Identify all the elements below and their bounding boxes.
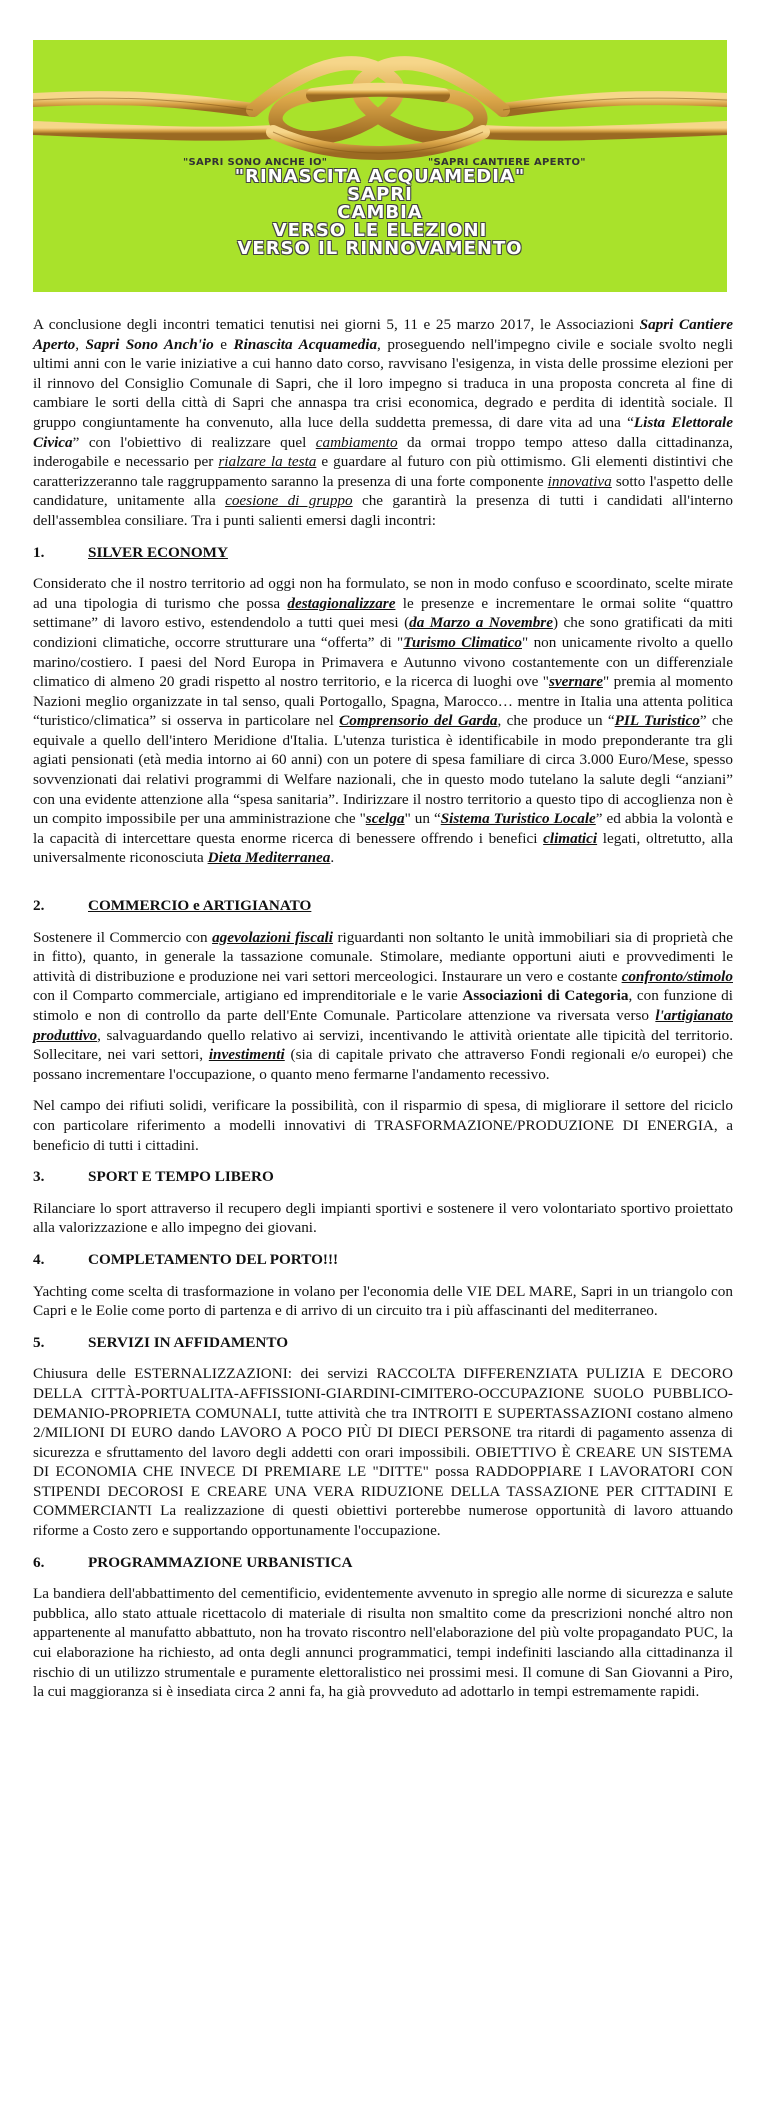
document-body <box>33 315 733 1714</box>
section-paragraph: Rilanciare lo sport attraverso il recupero degli impianti sportivi e sostenere il vero volontariato sportivo proiettato alla valorizzazione e allo impegno dei giovani. <box>33 1199 733 1237</box>
banner-line: VERSO LE ELEZIONI <box>272 220 488 241</box>
section-paragraph: La bandiera dell'abbattimento del cementificio, evidentemente avvenuto in spregio alle norme di sicurezza e salute pubblica, allo stato attuale ricettacolo di materiale di risulta non smaltito come da prescrizioni nonché altro non appartenente al manufatto abbattuto, non ha trovato riscontro nell'elaborazione del più volte propagandato PUC, la cui elaborazione ha richiesto, ad onta degli annunci programmatici, tempi indefiniti lasciando alla cittadinanza il rischio di un utilizzo strumentale e puramente elettoralistico nei prossimi mesi. Il comune di San Giovanni a Piro, la cui maggioranza si è insediata circa 2 anni fa, ha già provveduto ad adottarlo in tempi estremamente rapidi. <box>33 1585 733 1701</box>
banner-line: CAMBIA <box>337 202 423 223</box>
emphasis: agevolazioni fiscali <box>212 928 333 946</box>
text: le presenze e incrementare le ormai solite “quattro settimane” di lavoro estivo, estendendolo a tutti quei mesi ( <box>33 594 733 632</box>
text: , con funzione di stimolo e non di controllo da parte dell'Ente Comunale. Particolare attenzione va riversata verso <box>33 987 733 1024</box>
text: , che produce un “ <box>497 712 615 730</box>
section-heading <box>33 896 733 916</box>
section-paragraph <box>33 928 733 1085</box>
text: , proseguendo nell'impegno civile e sociale svolto negli ultimi anni con le varie iniziative a cui hanno dato corso, ravvisano l'esigenza, in vista delle prossime elezioni per il rinnovo del Consiglio Comunale di Sapri, che il loro impegno si traduca in una proposta concreta al fine di cambiare le sorti della città di Sapri che annaspa tra crisi economica, degrado e perdita di identità sociale. Il gruppo congiuntamente ha convenuto, alla luce della suddetta premessa, di dare vita ad una “ <box>33 335 734 431</box>
emphasis: Turismo Climatico <box>403 633 522 651</box>
text: ” che equivale a quello dell'intero Meridione d'Italia. L'utenza turistica è identificabile in modo preponderante tra gli agiati pensionati (età media intorno ai 60 anni) con un potere di spesa familiare di circa 3.000 Euro/Mese, spesso sovvenzionati dai relativi programmi di Welfare nazionali, che in questo modo tutelano la salute degli “anziani” con una evidente attenzione alla “spesa sanitaria”. Indirizzare il nostro territorio a questo tipo di accoglienza non è un compito impossibile per una amministrazione che " <box>33 712 734 828</box>
emphasis: innovativa <box>547 472 612 490</box>
emphasis: cambiamento <box>315 433 398 451</box>
text: " un “ <box>404 810 441 828</box>
section-paragraph: Nel campo dei rifiuti solidi, verificare la possibilità, con il risparmio di spesa, di migliorare il settore del riciclo con particolare riferimento a modelli innovativi di TRASFORMAZIONE/PRODUZIONE DI ENERGIA, a beneficio di tutti i cittadini. <box>33 1097 733 1154</box>
text: ” con l'obiettivo di realizzare quel <box>72 433 316 451</box>
section-paragraph <box>33 574 733 868</box>
text: con il Comparto commerciale, artigiano ed imprenditoriale e le varie <box>33 987 463 1005</box>
section-number: 3. <box>33 1168 45 1186</box>
emphasis: scelga <box>365 810 405 828</box>
text: " non unicamente rivolto a quello marino/costiero. I paesi del Nord Europa in Primavera e Autunno vivono costantemente con un differenziale climatico di almeno 20 gradi rispetto al nostro territorio, e la ricerca di luoghi ove " <box>33 633 733 691</box>
emphasis: Dieta Mediterranea <box>207 849 331 867</box>
section-number: 5. <box>33 1333 45 1351</box>
section-number: 1. <box>33 543 45 561</box>
text: legati, oltretutto, alla universalmente riconosciuta <box>33 829 733 867</box>
emphasis: investimenti <box>208 1046 285 1064</box>
text: ) che sono gratificati da miti condizioni climatiche, occorre strutturare una “offerta” di " <box>33 614 733 651</box>
emphasis: PIL Turistico <box>614 712 700 730</box>
text: " premia al momento Nazioni meglio organizzate in tal senso, quali Portogallo, Spagna, Marocco… mentre in Italia una attenta politica “turistico/climatica” si osserva in particolare nel <box>33 673 733 730</box>
section-title: SERVIZI IN AFFIDAMENTO <box>88 1333 289 1351</box>
association-name: Rinascita Acquamedia <box>233 335 378 353</box>
emphasis: Lista Elettorale Civica <box>33 413 734 451</box>
text: riguardanti non soltanto le unità immobiliari sia di proprietà che in fitto), quanto, in generale la tassazione comunale. Stimolare, mediante opportuni aiuti e provvedimenti le attività di distribuzione e produzione nei vari settori merceologici. Instaurare un vero e costante <box>33 928 733 985</box>
banner-tag-right: "SAPRI CANTIERE APERTO" <box>428 157 586 168</box>
text: e guardare al futuro con più ottimismo. Gli elementi distintivi che caratterizzeranno tale raggruppamento saranno la presenza di una forte componente <box>33 453 733 490</box>
text: Sostenere il Commercio con <box>33 928 213 946</box>
emphasis: coesione di gruppo <box>225 492 353 510</box>
text: Considerato che il nostro territorio ad oggi non ha formulato, se non in modo confuso e scoordinato, scelte mirate ad una tipologia di turismo che possa <box>33 575 733 612</box>
emphasis: Associazioni di Categoria <box>462 987 629 1005</box>
section-heading <box>33 1167 733 1187</box>
section-number: 4. <box>33 1250 45 1268</box>
association-name: Sapri Sono Anch'io <box>85 335 214 353</box>
section-title: SILVER ECONOMY <box>88 543 228 561</box>
section-paragraph: Chiusura delle ESTERNALIZZAZIONI: dei servizi RACCOLTA DIFFERENZIATA PULIZIA E DECORO DELLA CITTÀ-PORTUALITA-AFFISSIONI-GIARDINI-CIMITERO-OCCUPAZIONE SUOLO PUBBLICO-DEMANIO-PROPRIETA COMUNALI, tutte attività che tra INTROITI E SUPERTASSAZIONI costano almeno 2/MILIONI DI EURO dando LAVORO A POCO PIÙ DI DIECI PERSONE tra ritardi di pagamento assenza di sicurezza e sfruttamento del lavoro degli addetti con orari impossibili. OBIETTIVO È CREARE UN SISTEMA DI ECONOMIA CHE INVECE DI PREMIARE LE "DITTE" possa RADDOPPIARE I LAVORATORI CON STIPENDI DECOROSI E CREARE UNA VERA RIDUZIONE DELLA TASSAZIONE PER CITTADINI E COMMERCIANTI La realizzazione di questi obiettivi porterebbe numerose opportunità di lavoro attuando riforme a Costo zero e supportando opportunamente l'occupazione. <box>33 1365 733 1540</box>
association-name: Sapri Cantiere Aperto <box>33 316 733 353</box>
text: da ormai troppo tempo atteso dalla cittadinanza, inderogabile e necessario per <box>33 433 733 471</box>
section-number: 6. <box>33 1553 45 1571</box>
intro-paragraph <box>33 315 733 531</box>
banner-line: "RINASCITA ACQUAMEDIA" <box>234 166 526 187</box>
banner-line: SAPRI <box>347 184 413 205</box>
emphasis: svernare <box>548 673 603 691</box>
text: ” ed abbia la volontà e la capacità di intercettare questa enorme ricerca di benessere offrendo i benefici <box>33 810 733 847</box>
section-title: COMMERCIO e ARTIGIANATO <box>88 897 312 915</box>
text: sotto l'aspetto delle candidature, unitamente alla <box>33 472 734 510</box>
banner-tag-left: "SAPRI SONO ANCHE IO" <box>183 157 328 168</box>
banner-line: VERSO IL RINNOVAMENTO <box>237 238 523 259</box>
text: . <box>330 849 335 867</box>
section-heading <box>33 1250 733 1270</box>
emphasis: l'artigianato produttivo <box>33 1007 733 1044</box>
emphasis: rialzare la testa <box>218 453 317 471</box>
section-heading <box>33 543 733 563</box>
section-title: COMPLETAMENTO DEL PORTO!!! <box>88 1250 339 1268</box>
text: e <box>213 335 234 353</box>
section-number: 2. <box>33 897 45 915</box>
emphasis: Comprensorio del Garda <box>339 712 498 730</box>
text: che garantirà la presenza di tutti i candidati all'interno dell'assemblea consiliare. Tra i punti salienti emersi dagli incontri: <box>33 492 734 529</box>
section-title: PROGRAMMAZIONE URBANISTICA <box>88 1553 353 1571</box>
emphasis: destagionalizzare <box>287 594 396 612</box>
text: , salvaguardando quello relativo ai servizi, incentivando le attività orientate alle tipicità del territorio. Sollecitare, nei vari settori, <box>33 1026 733 1064</box>
section-title: SPORT E TEMPO LIBERO <box>88 1168 274 1186</box>
emphasis: Sistema Turistico Locale <box>440 810 596 828</box>
text: (sia di capitale privato che attraverso Fondi regionali e/o europei) che possano incrementare l'occupazione, o quanto meno fermarne l'andamento recessivo. <box>33 1046 733 1083</box>
text: , <box>75 335 86 353</box>
emphasis: da Marzo a Novembre <box>409 614 553 632</box>
section-paragraph: Yachting come scelta di trasformazione in volano per l'economia delle VIE DEL MARE, Sapri in un triangolo con Capri e le Eolie come porto di partenza e di arrivo di un circuito tra i più affascinanti del mediterraneo. <box>33 1282 733 1320</box>
banner-headline <box>33 168 727 258</box>
text: A conclusione degli incontri tematici tenutisi nei giorni 5, 11 e 25 marzo 2017, le Associazioni <box>33 316 640 333</box>
section-heading <box>33 1553 733 1573</box>
header-banner <box>33 40 727 292</box>
emphasis: climatici <box>543 829 598 847</box>
emphasis: confronto/stimolo <box>621 967 733 985</box>
section-heading <box>33 1333 733 1353</box>
